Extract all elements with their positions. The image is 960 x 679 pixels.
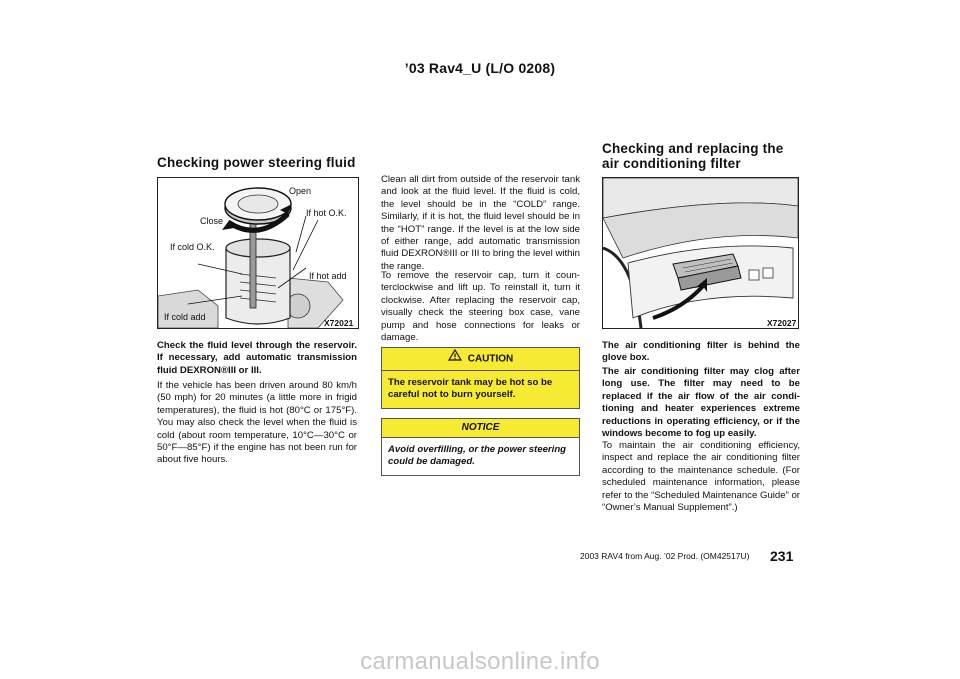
label-open: Open xyxy=(289,186,312,196)
left-paragraph-1: Check the fluid level through the reservoir. If necessary, add automatic transmission fluid DEXRON®III or III. xyxy=(157,340,357,376)
air-filter-figure xyxy=(602,177,799,329)
section-title-line-1: Checking and replacing the xyxy=(602,141,784,156)
caution-title: CAUTION xyxy=(467,353,514,365)
section-title-power-steering: Checking power steering fluid xyxy=(157,155,356,170)
watermark: carmanualsonline.info xyxy=(360,648,600,675)
power-steering-figure xyxy=(157,177,359,329)
caution-box xyxy=(381,347,580,409)
label-close: Close xyxy=(200,216,224,226)
right-paragraph-1: The air conditioning filter is behind the glove box. xyxy=(602,340,800,364)
notice-text: Avoid overfilling, or the power steering could be damaged. xyxy=(381,437,580,476)
label-if-cold-add: If cold add xyxy=(164,312,206,322)
label-if-cold-ok: If cold O.K. xyxy=(170,242,215,252)
label-if-hot-add: If hot add xyxy=(309,271,347,281)
label-if-hot-ok: If hot O.K. xyxy=(306,208,347,218)
reservoir-illustration xyxy=(158,178,358,328)
section-title-line-2: air conditioning filter xyxy=(602,156,741,171)
caution-text: The reservoir tank may be hot so be careful not to burn yourself. xyxy=(381,370,580,409)
right-paragraph-2: The air conditioning filter may clog after long use. The filter may need to be replaced if the air flow of the air conditioning and heater experiences extreme reductions in operating efficiency, or if the windows become to fog up easily. xyxy=(602,366,800,440)
document-header: ’03 Rav4_U (L/O 0208) xyxy=(404,60,556,76)
middle-paragraph-1: Clean all dirt from outside of the reservoir tank and look at the fluid level. If the fluid is cold, the level should be in the “COLD” range. Similarly, if it is hot, the fluid level should be in the “HOT” range. If the level is at the low side of either range, add automatic transmission fluid DEXRON®III or III to bring the level within the range. xyxy=(381,174,580,272)
page-number: 231 xyxy=(770,548,794,564)
notice-box xyxy=(381,418,580,476)
glove-box-illustration xyxy=(603,178,798,328)
left-paragraph-2: If the vehicle has been driven around 80 km/h (50 mph) for 20 minutes (a little more in frigid temperatures), the fluid is hot (80°C or 175°F). You may also check the level when the fluid is cold (about room temperature, 10°C—30°C or 50°F—85°F) if the engine has not been run for about five hours. xyxy=(157,380,357,466)
figure-code: X72027 xyxy=(767,318,797,328)
figure-code: X72021 xyxy=(324,318,354,328)
notice-title: NOTICE xyxy=(381,418,580,437)
footer-text: 2003 RAV4 from Aug. ’02 Prod. (OM42517U) xyxy=(580,551,750,561)
warning-triangle-icon xyxy=(448,348,462,370)
caution-header xyxy=(381,347,580,370)
middle-paragraph-2: To remove the reservoir cap, turn it counterclockwise and lift up. To reinstall it, turn it clockwise. After replacing the reservoir cap, visually check the steering box case, vane pump and hose connections for leaks or damage. xyxy=(381,270,580,344)
section-title-air-filter xyxy=(602,141,783,171)
right-paragraph-3: To maintain the air conditioning efficiency, inspect and replace the air conditioning filter according to the maintenance schedule. (For scheduled maintenance information, please refer to the “Scheduled Maintenance Guide” or “Owner’s Manual Supplement”.) xyxy=(602,440,800,514)
